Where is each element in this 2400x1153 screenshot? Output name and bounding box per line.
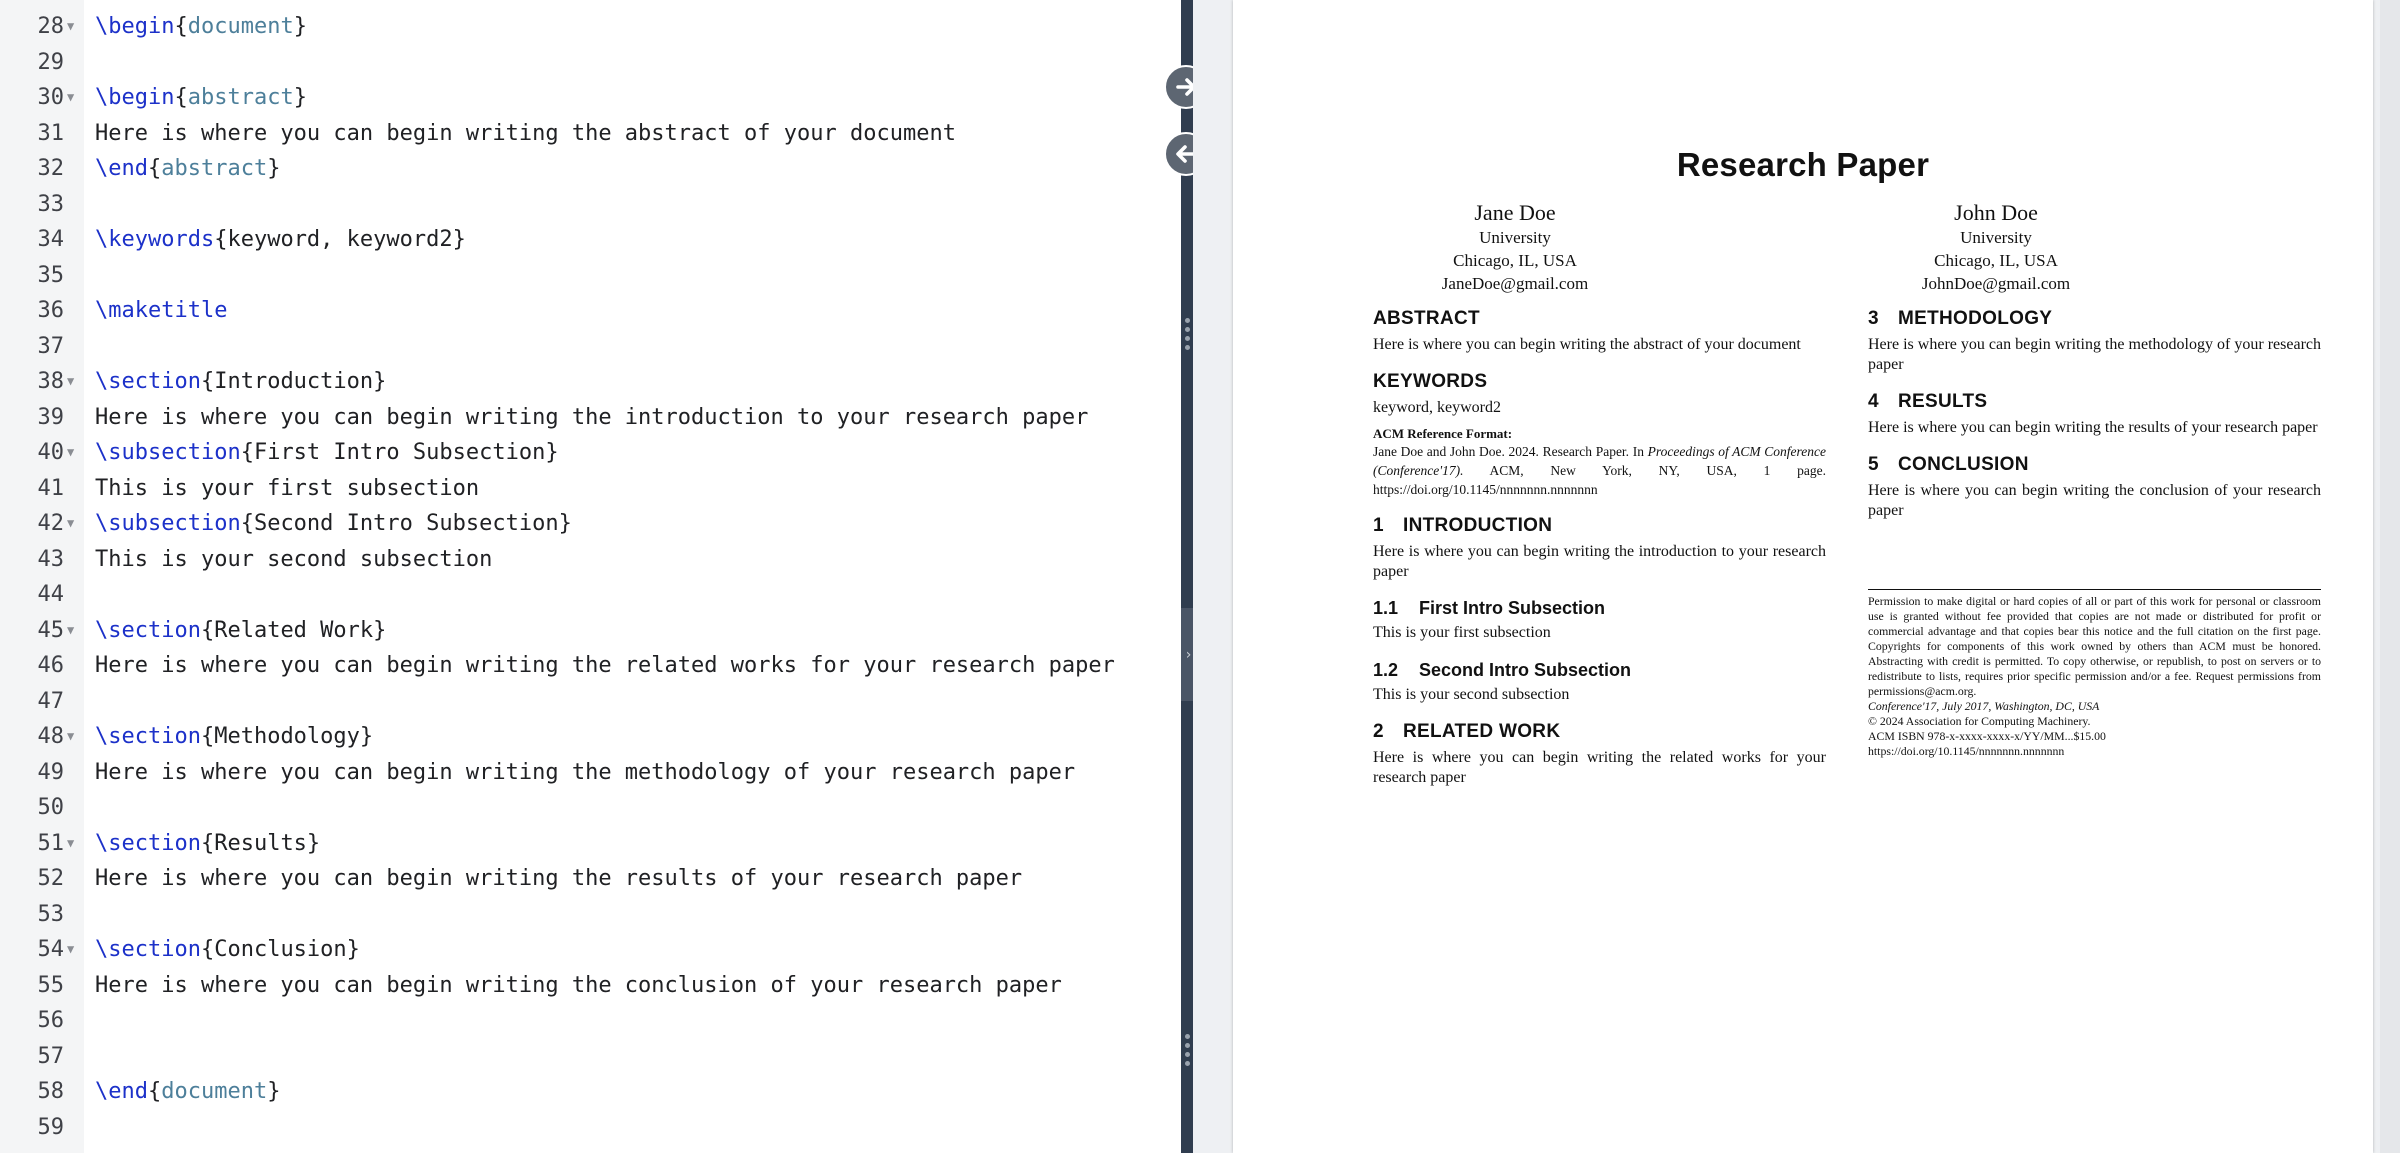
author-affiliation: University xyxy=(1960,228,2032,247)
code-token: {keyword, keyword2} xyxy=(214,227,466,252)
isbn-line: ACM ISBN 978-x-xxxx-xxxx-x/YY/MM...$15.00 xyxy=(1868,729,2106,743)
code-line[interactable] xyxy=(0,471,1181,506)
latex-environment: abstract xyxy=(161,156,268,181)
line-number: 38 xyxy=(37,369,64,394)
code-token: {Methodology} xyxy=(200,724,374,749)
author-affiliation: University xyxy=(1479,228,1551,247)
code-line[interactable] xyxy=(0,861,1181,896)
line-number: 54 xyxy=(37,937,64,962)
code-text[interactable] xyxy=(95,293,227,328)
line-number: 30 xyxy=(37,85,64,110)
code-line[interactable] xyxy=(0,364,1181,399)
code-token: This is your first subsection xyxy=(95,475,480,501)
code-token: { xyxy=(174,85,188,110)
code-line[interactable] xyxy=(0,1039,1181,1074)
line-number: 58 xyxy=(37,1079,64,1104)
code-line[interactable] xyxy=(0,151,1181,186)
latex-command: \subsection xyxy=(95,511,241,536)
author-name: John Doe xyxy=(1954,200,2038,225)
pdf-page xyxy=(1233,0,2373,1153)
code-token: } xyxy=(267,1079,281,1104)
code-line[interactable] xyxy=(0,293,1181,328)
section-title: METHODOLOGY xyxy=(1898,308,2053,329)
latex-command: \keywords xyxy=(95,227,215,252)
code-token: Here is where you can begin writing the abstract of your document xyxy=(95,120,956,146)
code-line[interactable] xyxy=(0,80,1181,115)
abstract-text: Here is where you can begin writing the abstract of your document xyxy=(1373,336,1801,353)
line-number: 32 xyxy=(37,156,64,181)
line-number: 29 xyxy=(37,49,64,75)
subsection-number: 1.1 xyxy=(1373,598,1399,618)
latex-command: \begin xyxy=(95,85,175,110)
section-text: Here is where you can begin writing the related works for your research paper xyxy=(1373,749,1826,786)
line-number: 47 xyxy=(37,688,64,714)
section-title: CONCLUSION xyxy=(1898,454,2029,475)
line-number: 50 xyxy=(37,795,64,820)
line-number: 52 xyxy=(37,866,64,891)
resize-grip-top[interactable] xyxy=(1184,318,1190,350)
code-token: Here is where you can begin writing the introduction to your research paper xyxy=(95,404,1089,430)
line-number: 34 xyxy=(37,227,64,252)
code-token: Here is where you can begin writing the methodology of your research paper xyxy=(95,759,1076,785)
section-number: 2 xyxy=(1373,721,1384,742)
code-line[interactable] xyxy=(0,577,1181,612)
code-text[interactable] xyxy=(95,400,1088,435)
keywords-heading: KEYWORDS xyxy=(1373,371,1488,392)
code-text[interactable] xyxy=(95,222,466,257)
section-text: Here is where you can begin writing the methodology of your research paper xyxy=(1868,336,2321,373)
code-token: Here is where you can begin writing the conclusion of your research paper xyxy=(95,972,1062,998)
permission-text: Permission to make digital or hard copies of all or part of this work for personal or classroom use is granted without fee provided that copies are not made or distributed for profit or commercial advantage and that copies bear this notice and the full citation on the first page. Copyrights for components of this work owned by others than ACM must be honored. Abstracting with credit is permitted. To copy otherwise, or republish, to post on servers or to redistribute to lists, requires prior specific permission and/or a fee. Request permissions from permissions@acm.org. xyxy=(1868,594,2321,698)
line-number: 39 xyxy=(37,404,64,430)
latex-command: \section xyxy=(95,617,201,643)
footnote-rule xyxy=(1868,589,2321,590)
code-line[interactable] xyxy=(0,1110,1181,1145)
section-heading xyxy=(1868,308,2321,330)
code-line[interactable] xyxy=(0,222,1181,257)
line-number: 35 xyxy=(37,262,64,288)
line-number: 37 xyxy=(37,333,64,359)
code-token: {Related Work} xyxy=(200,617,387,643)
code-line[interactable] xyxy=(0,755,1181,790)
code-line[interactable] xyxy=(0,187,1181,222)
code-line[interactable] xyxy=(0,719,1181,754)
latex-command: \end xyxy=(95,156,148,181)
code-text[interactable] xyxy=(95,826,320,861)
section-text: Here is where you can begin writing the conclusion of your research paper xyxy=(1868,482,2321,519)
left-column xyxy=(1373,308,1826,788)
author-location: Chicago, IL, USA xyxy=(1934,251,2058,270)
code-line[interactable] xyxy=(0,648,1181,683)
fold-toggle-icon[interactable]: ▼ xyxy=(67,19,75,33)
line-number: 53 xyxy=(37,901,64,927)
line-number: 48 xyxy=(37,724,64,749)
subsection-title: Second Intro Subsection xyxy=(1419,660,1632,680)
fold-toggle-icon[interactable]: ▼ xyxy=(67,516,75,530)
abstract-heading: ABSTRACT xyxy=(1373,308,1480,329)
code-text[interactable] xyxy=(95,9,307,44)
code-text[interactable] xyxy=(95,116,956,151)
code-line[interactable] xyxy=(0,613,1181,648)
keywords-text: keyword, keyword2 xyxy=(1373,399,1501,416)
code-text[interactable] xyxy=(95,613,386,648)
permission-footnote xyxy=(1868,589,2321,759)
latex-command: \subsection xyxy=(95,440,241,465)
author-name: Jane Doe xyxy=(1474,200,1556,225)
line-number: 33 xyxy=(37,191,64,217)
fold-toggle-icon[interactable]: ▼ xyxy=(67,622,75,637)
code-token: { xyxy=(174,14,188,39)
author-block xyxy=(1365,200,1665,295)
code-text[interactable] xyxy=(95,151,280,186)
latex-environment: document xyxy=(187,14,294,39)
code-token: } xyxy=(267,156,281,181)
code-text[interactable] xyxy=(95,542,492,577)
code-line[interactable] xyxy=(0,400,1181,435)
latex-command: \section xyxy=(95,830,201,856)
fold-toggle-icon[interactable]: ▼ xyxy=(67,445,75,459)
line-number: 42 xyxy=(37,511,64,536)
subsection-text: This is your second subsection xyxy=(1373,686,1570,703)
code-line[interactable] xyxy=(0,1074,1181,1109)
code-text[interactable] xyxy=(95,719,373,754)
chevron-right-icon: › xyxy=(1185,646,1192,663)
code-line[interactable] xyxy=(0,932,1181,967)
code-editor[interactable] xyxy=(0,0,1181,1153)
fold-toggle-icon[interactable]: ▼ xyxy=(67,729,75,743)
preview-scrollbar[interactable] xyxy=(2380,0,2400,1153)
subsection-number: 1.2 xyxy=(1373,660,1399,680)
code-line[interactable] xyxy=(0,897,1181,932)
section-heading xyxy=(1373,515,1826,537)
code-text[interactable] xyxy=(95,755,1075,790)
line-number: 28 xyxy=(37,14,64,39)
author-email: JaneDoe@gmail.com xyxy=(1441,274,1589,293)
line-number: 51 xyxy=(37,830,64,856)
section-text: Here is where you can begin writing the introduction to your research paper xyxy=(1373,543,1826,580)
latex-environment: abstract xyxy=(187,85,294,110)
reference-format-heading: ACM Reference Format: xyxy=(1373,426,1513,441)
section-heading xyxy=(1868,391,2321,413)
code-text[interactable] xyxy=(95,968,1062,1003)
line-number: 41 xyxy=(37,475,64,501)
code-token: {Second Intro Subsection} xyxy=(240,511,572,536)
code-line[interactable] xyxy=(0,258,1181,293)
author-block xyxy=(1846,200,2146,295)
fold-toggle-icon[interactable]: ▼ xyxy=(67,942,75,956)
section-heading xyxy=(1868,454,2321,476)
pdf-preview-pane[interactable] xyxy=(1193,0,2400,1153)
code-token: } xyxy=(293,85,307,110)
resize-grip-bottom[interactable] xyxy=(1184,1034,1190,1066)
code-text[interactable] xyxy=(95,506,572,541)
code-token: Here is where you can begin writing the related works for your research paper xyxy=(95,653,1115,678)
section-title: RELATED WORK xyxy=(1403,721,1561,742)
code-text[interactable] xyxy=(95,435,559,470)
code-token: This is your second subsection xyxy=(95,546,493,572)
code-token: } xyxy=(293,14,307,39)
latex-command: \section xyxy=(95,369,201,394)
code-text[interactable] xyxy=(95,648,1115,683)
fold-toggle-icon[interactable]: ▼ xyxy=(67,835,75,850)
section-number: 4 xyxy=(1868,391,1879,412)
right-column xyxy=(1868,308,2321,521)
code-text[interactable] xyxy=(95,1074,280,1109)
line-number: 45 xyxy=(37,617,64,643)
code-token: {Results} xyxy=(200,830,321,856)
code-text[interactable] xyxy=(95,364,386,399)
subsection-heading xyxy=(1373,598,1826,619)
reference-publisher: ACM, New York, NY, USA, 1 page. https://doi.org/10.1145/nnnnnnn.nnnnnnn xyxy=(1373,463,1826,497)
line-number: 57 xyxy=(37,1043,64,1069)
section-number: 3 xyxy=(1868,308,1879,329)
latex-command: \maketitle xyxy=(95,298,228,323)
reference-format-text xyxy=(1373,442,1826,499)
code-line[interactable] xyxy=(0,684,1181,719)
line-number: 55 xyxy=(37,972,64,998)
code-line[interactable] xyxy=(0,826,1181,861)
code-line[interactable] xyxy=(0,542,1181,577)
line-number: 36 xyxy=(37,298,64,323)
line-number: 40 xyxy=(37,440,64,465)
line-number: 59 xyxy=(37,1114,64,1140)
section-text: Here is where you can begin writing the results of your research paper xyxy=(1868,419,2318,436)
author-location: Chicago, IL, USA xyxy=(1453,251,1577,270)
conference-line: Conference'17, July 2017, Washington, DC, USA xyxy=(1868,699,2100,713)
fold-toggle-icon[interactable]: ▼ xyxy=(67,374,75,388)
code-text[interactable] xyxy=(95,932,360,967)
code-line[interactable] xyxy=(0,790,1181,825)
subsection-title: First Intro Subsection xyxy=(1419,598,1606,618)
code-token: { xyxy=(147,1079,162,1104)
code-line[interactable] xyxy=(0,506,1181,541)
reference-venue: Proceedings of ACM Conference (Conference'17). xyxy=(1373,444,1826,478)
latex-command: \begin xyxy=(95,14,175,39)
line-number: 56 xyxy=(37,1008,64,1033)
section-number: 1 xyxy=(1373,515,1384,536)
code-line[interactable] xyxy=(0,9,1181,44)
section-title: INTRODUCTION xyxy=(1403,515,1553,536)
code-line[interactable] xyxy=(0,45,1181,80)
code-text[interactable] xyxy=(95,80,307,115)
code-token: {Conclusion} xyxy=(200,937,360,962)
copyright-line: © 2024 Association for Computing Machinery. xyxy=(1868,714,2091,728)
latex-command: \section xyxy=(95,724,201,749)
code-token: {Introduction} xyxy=(200,369,387,394)
reference-citation: Jane Doe and John Doe. 2024. Research Paper. In xyxy=(1373,444,1648,459)
paper-title: Research Paper xyxy=(1676,146,1930,183)
latex-command: \section xyxy=(95,937,201,962)
code-token: {First Intro Subsection} xyxy=(240,440,559,465)
subsection-heading xyxy=(1373,660,1826,681)
code-text[interactable] xyxy=(95,861,1022,896)
subsection-text: This is your first subsection xyxy=(1373,624,1551,641)
line-number: 49 xyxy=(37,759,64,785)
latex-command: \end xyxy=(95,1079,148,1104)
code-text[interactable] xyxy=(95,471,479,506)
code-token: Here is where you can begin writing the results of your research paper xyxy=(95,866,1023,891)
code-line[interactable] xyxy=(0,329,1181,364)
fold-toggle-icon[interactable]: ▼ xyxy=(67,90,75,104)
section-heading xyxy=(1373,721,1826,743)
line-number: 31 xyxy=(37,120,64,146)
line-number: 43 xyxy=(37,546,64,572)
code-line[interactable] xyxy=(0,968,1181,1003)
section-title: RESULTS xyxy=(1898,391,1988,412)
section-number: 5 xyxy=(1868,454,1879,475)
code-line[interactable] xyxy=(0,435,1181,470)
code-line[interactable] xyxy=(0,116,1181,151)
line-number: 44 xyxy=(37,582,64,607)
line-number: 46 xyxy=(37,653,64,678)
doi-line: https://doi.org/10.1145/nnnnnnn.nnnnnnn xyxy=(1868,744,2065,758)
code-token: { xyxy=(147,156,162,181)
latex-environment: document xyxy=(161,1079,268,1104)
author-email: JohnDoe@gmail.com xyxy=(1921,274,2071,293)
code-line[interactable] xyxy=(0,1003,1181,1038)
